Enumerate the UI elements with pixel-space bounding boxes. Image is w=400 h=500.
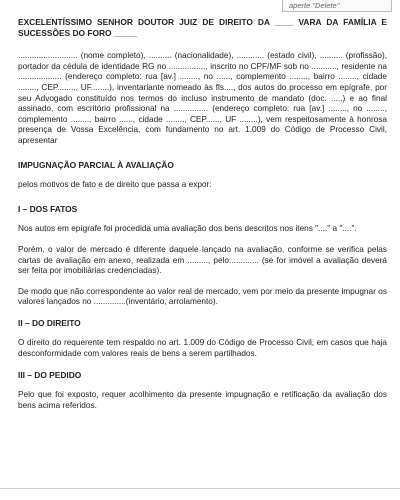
intro-paragraph: .......................... (nome completo), .......... (nacionalidade), ............ (estado civil), .......... (profissão), portador da cédula de identidade RG no ................, inscrito no CPF/MF sob no ..........., residente na ................... (endereço completo: rua [av.] ........, no ......, complemento ........, bairro ........, cidade ........, CEP........, UF........), inventariante nomeado às fls...., dos autos do processo em epígrafe, por seu Advogado constituído nos termos do incluso instrumento de mandato (doc. .....) e ao final assinado, com escritório profissional na ............... (endereço completo: rua [av.] ........, no ........, complemento ........, bairro ......, cidade ........, CEP......, UF ........), vem respeitosamente à honrosa presença de Vossa Excelência, com fundamento no art. 1.009 do Código de Processo Civil, apresentar xyxy=(18,51,387,145)
section2-heading: II – DO DIREITO xyxy=(18,317,81,328)
delete-hint-text: aperte "Delete" xyxy=(289,1,340,10)
section2-paragraph-1: O direito do requerente tem respaldo no art. 1.009 do Código de Processo Civil, em casos que haja desconformidade com valores reais de bens a serem partilhados. xyxy=(18,338,387,359)
section1-paragraph-2: Porém, o valor de mercado é diferente daquele lançado na avaliação, conforme se verifica pelas cartas de avaliação em anexo, realizada em ........., pelo............. (se for imóvel a avaliação deverá ser feita por imobiliárias credenciadas). xyxy=(18,244,387,276)
document-title: EXCELENTÍSSIMO SENHOR DOUTOR JUIZ DE DIREITO DA ____ VARA DA FAMÍLIA E SUCESSÕES DO FORO _____ xyxy=(18,17,387,38)
preamble-paragraph: pelos motivos de fato e de direito que passa a expor: xyxy=(18,180,212,190)
section3-heading: III – DO PEDIDO xyxy=(18,369,82,380)
delete-hint-box xyxy=(282,0,392,12)
document-body xyxy=(18,17,387,411)
document-subtitle: IMPUGNAÇÃO PARCIAL À AVALIAÇÃO xyxy=(18,159,174,170)
page-bottom-divider xyxy=(0,488,400,489)
section1-heading: I – DOS FATOS xyxy=(18,203,78,214)
section1-paragraph-3: De modo que não correspondente ao valor real de mercado, vem por meio da presente impugnar os valores lançados no ..............(inventário, arrolamento). xyxy=(18,286,387,307)
section3-paragraph-1: Pelo que foi exposto, requer acolhimento da presente impugnação e retificação da avaliação dos bens acima referidos. xyxy=(18,390,387,410)
section1-paragraph-1: Nos autos em epígrafe foi procedida uma avaliação dos bens descritos nos itens "...." a "....". xyxy=(18,224,357,234)
